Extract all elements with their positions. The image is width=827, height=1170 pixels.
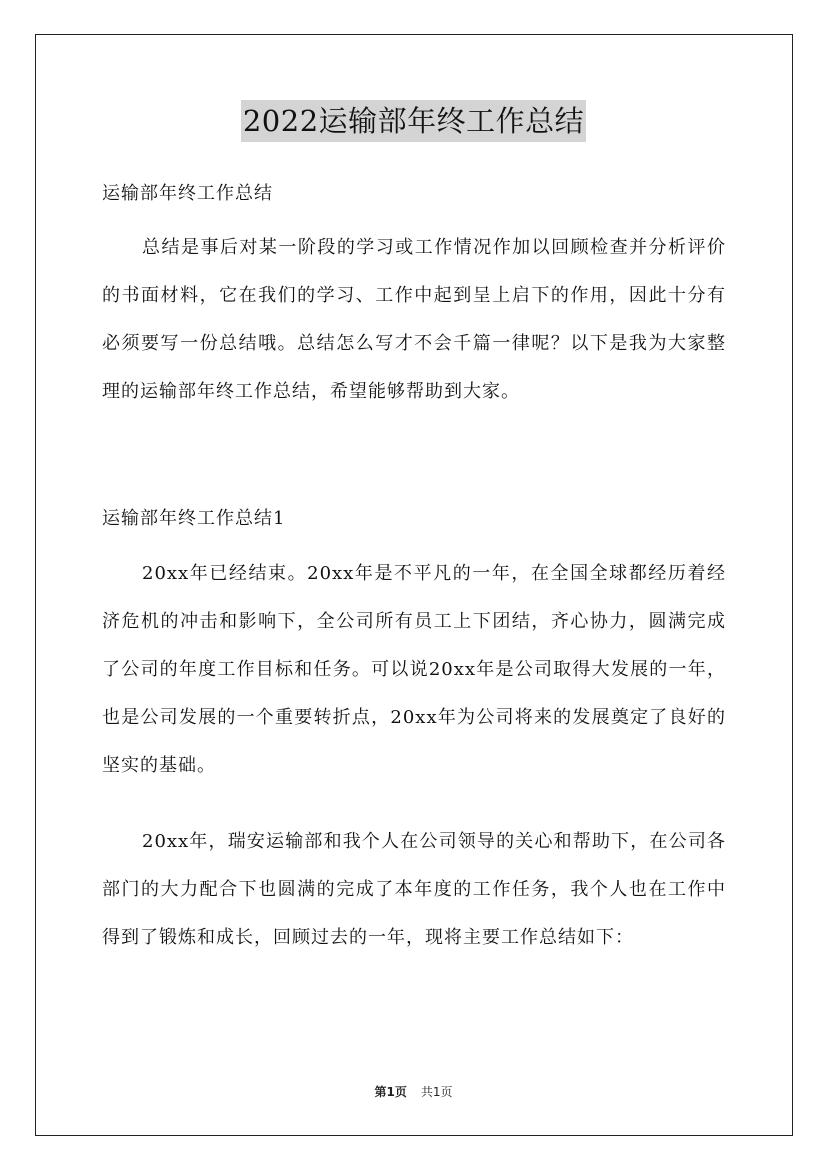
section-1-paragraph-2: 20xx年，瑞安运输部和我个人在公司领导的关心和帮助下，在公司各部门的大力配合下也圆满的完成了本年度的工作任务，我个人也在工作中得到了锻炼和成长，回顾过去的一年，现将主要工作总结如下：: [102, 831, 726, 948]
title-container: [0, 100, 827, 142]
section-1-heading: 运输部年终工作总结1: [102, 508, 286, 529]
section-1-paragraph-1: 20xx年已经结束。20xx年是不平凡的一年，在全国全球都经历着经济危机的冲击和影响下，全公司所有员工上下团结，齐心协力，圆满完成了公司的年度工作目标和任务。可以说20xx年是公司取得大发展的一年，也是公司发展的一个重要转折点，20xx年为公司将来的发展奠定了良好的坚实的基础。: [102, 563, 726, 776]
page-footer: [0, 1083, 827, 1101]
intro-paragraph: 总结是事后对某一阶段的学习或工作情况作加以回顾检查并分析评价的书面材料，它在我们的学习、工作中起到呈上启下的作用，因此十分有必须要写一份总结哦。总结怎么写才不会千篇一律呢？以下是我为大家整理的运输部年终工作总结，希望能够帮助到大家。: [102, 237, 726, 402]
subtitle-heading: 运输部年终工作总结: [102, 183, 273, 204]
page-total: 共1页: [420, 1085, 453, 1099]
document-title: 2022运输部年终工作总结: [241, 100, 586, 142]
page-number: 第1页: [374, 1085, 407, 1099]
